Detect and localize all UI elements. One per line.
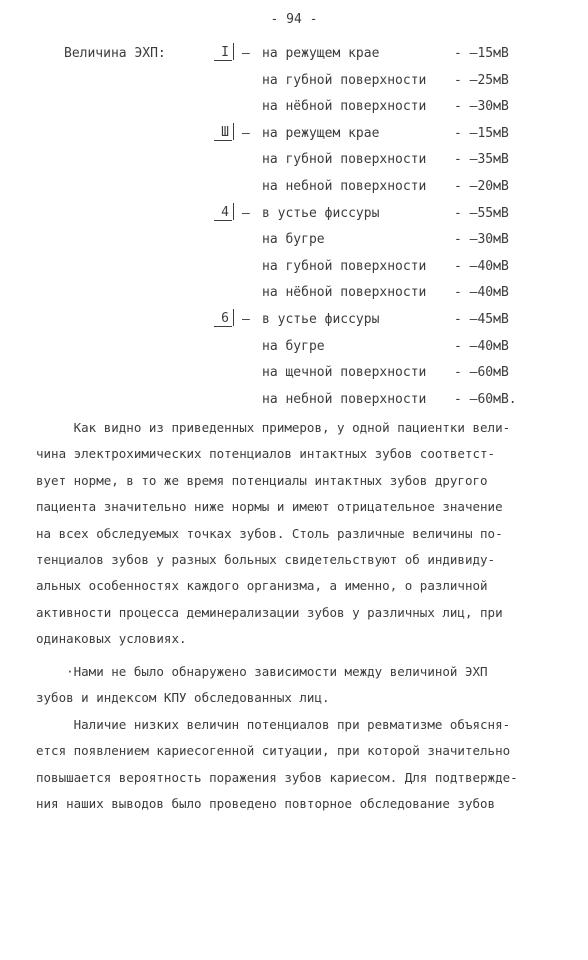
tooth-number: 6 — [221, 311, 229, 326]
measurement-place: в устье фиссуры — [262, 205, 380, 221]
measurement-place: на бугре — [262, 232, 325, 248]
tooth-marker — [214, 123, 236, 141]
measurement-place: на нёбной поверхности — [262, 285, 427, 301]
tooth-number: 4 — [221, 204, 229, 220]
dash-separator: – — [242, 46, 250, 61]
measurement-row — [0, 392, 588, 414]
text-line: активности процесса деминерализации зубов у различных лиц, при — [36, 604, 503, 620]
dash-separator: – — [242, 312, 250, 327]
measurement-label: Величина ЭХП: — [64, 46, 166, 61]
tooth-underline — [214, 220, 232, 221]
tooth-marker — [214, 43, 236, 61]
dash-separator: – — [242, 205, 250, 221]
measurement-row — [0, 206, 588, 228]
text-line: тенциалов зубов у разных больных свидетельствуют об индивиду- — [36, 551, 496, 567]
measurement-row — [0, 232, 588, 254]
tooth-underline — [214, 326, 232, 327]
tooth-marker — [214, 309, 236, 327]
measurement-row — [0, 99, 588, 121]
measurement-row — [0, 126, 588, 148]
measurement-row — [0, 152, 588, 174]
measurement-row — [0, 339, 588, 361]
measurement-place: на губной поверхности — [262, 258, 427, 274]
tooth-marker — [214, 203, 236, 221]
text-line: альных особенностях каждого организма, а именно, о различной — [36, 578, 488, 594]
measurement-place: на небной поверхности — [262, 179, 427, 194]
text-line: чина электрохимических потенциалов интактных зубов соответст- — [36, 446, 496, 462]
paragraph — [36, 415, 558, 653]
measurement-place: на губной поверхности — [262, 72, 427, 88]
measurement-value: - –60мВ — [454, 365, 509, 381]
measurement-value: - –30мВ — [454, 99, 509, 115]
measurement-row — [0, 312, 588, 334]
measurement-value: - –25мВ — [454, 72, 509, 88]
text-line: ется появлением кариесогенной ситуации, при которой значительно — [36, 743, 511, 759]
paragraph — [36, 712, 558, 818]
text-line: вует норме, в то же время потенциалы интактных зубов другого — [36, 472, 488, 488]
measurement-place: на бугре — [262, 338, 325, 354]
measurement-value: - –40мВ — [454, 338, 509, 354]
measurement-value: - –60мВ. — [454, 391, 517, 407]
measurement-place: на режущем крае — [262, 125, 380, 141]
dash-separator: – — [242, 125, 250, 141]
tooth-bracket — [230, 203, 234, 220]
measurement-value: - –15мВ — [454, 46, 509, 61]
measurement-row — [0, 46, 588, 68]
text-line: одинаковых условиях. — [36, 631, 187, 647]
tooth-bracket — [230, 123, 234, 140]
measurement-place: на нёбной поверхности — [262, 99, 427, 115]
measurement-value: - –55мВ — [454, 205, 509, 221]
measurement-value: - –45мВ — [454, 312, 509, 327]
measurement-value: - –40мВ — [454, 258, 509, 274]
measurement-value: - –35мВ — [454, 152, 509, 168]
tooth-underline — [214, 60, 232, 61]
measurement-place: в устье фиссуры — [262, 312, 380, 327]
measurement-place: на режущем крае — [262, 46, 380, 61]
text-line: повышается вероятность поражения зубов кариесом. Для подтвержде- — [36, 769, 518, 785]
measurement-value: - –30мВ — [454, 232, 509, 248]
tooth-bracket — [230, 43, 234, 60]
tooth-number: I — [221, 45, 229, 60]
measurement-place: на небной поверхности — [262, 391, 427, 407]
tooth-number: Ш — [221, 124, 229, 140]
measurement-value: - –40мВ — [454, 285, 509, 301]
text-line: Наличие низких величин потенциалов при ревматизме объясня- — [36, 717, 511, 732]
text-line: Как видно из приведенных примеров, у одной пациентки вели- — [36, 420, 511, 435]
text-line: ·Нами не было обнаружено зависимости между величиной ЭХП — [36, 664, 488, 679]
text-line: ния наших выводов было проведено повторное обследование зубов — [36, 796, 496, 812]
text-line: зубов и индексом КПУ обследованных лиц. — [36, 690, 330, 706]
paragraph — [36, 659, 558, 712]
measurement-row — [0, 365, 588, 387]
text-line: пациента значительно ниже нормы и имеют отрицательное значение — [36, 499, 503, 515]
text-line: на всех обследуемых точках зубов. Столь различные величины по- — [36, 525, 503, 541]
tooth-bracket — [230, 309, 234, 326]
measurement-row — [0, 179, 588, 201]
measurement-value: - –15мВ — [454, 125, 509, 141]
measurement-row — [0, 259, 588, 281]
measurement-row — [0, 285, 588, 307]
measurement-place: на губной поверхности — [262, 152, 427, 168]
page-number: - 94 - — [270, 12, 318, 27]
measurement-place: на щечной поверхности — [262, 365, 427, 381]
tooth-underline — [214, 140, 232, 141]
measurement-row — [0, 73, 588, 95]
measurement-value: - –20мВ — [454, 179, 509, 194]
